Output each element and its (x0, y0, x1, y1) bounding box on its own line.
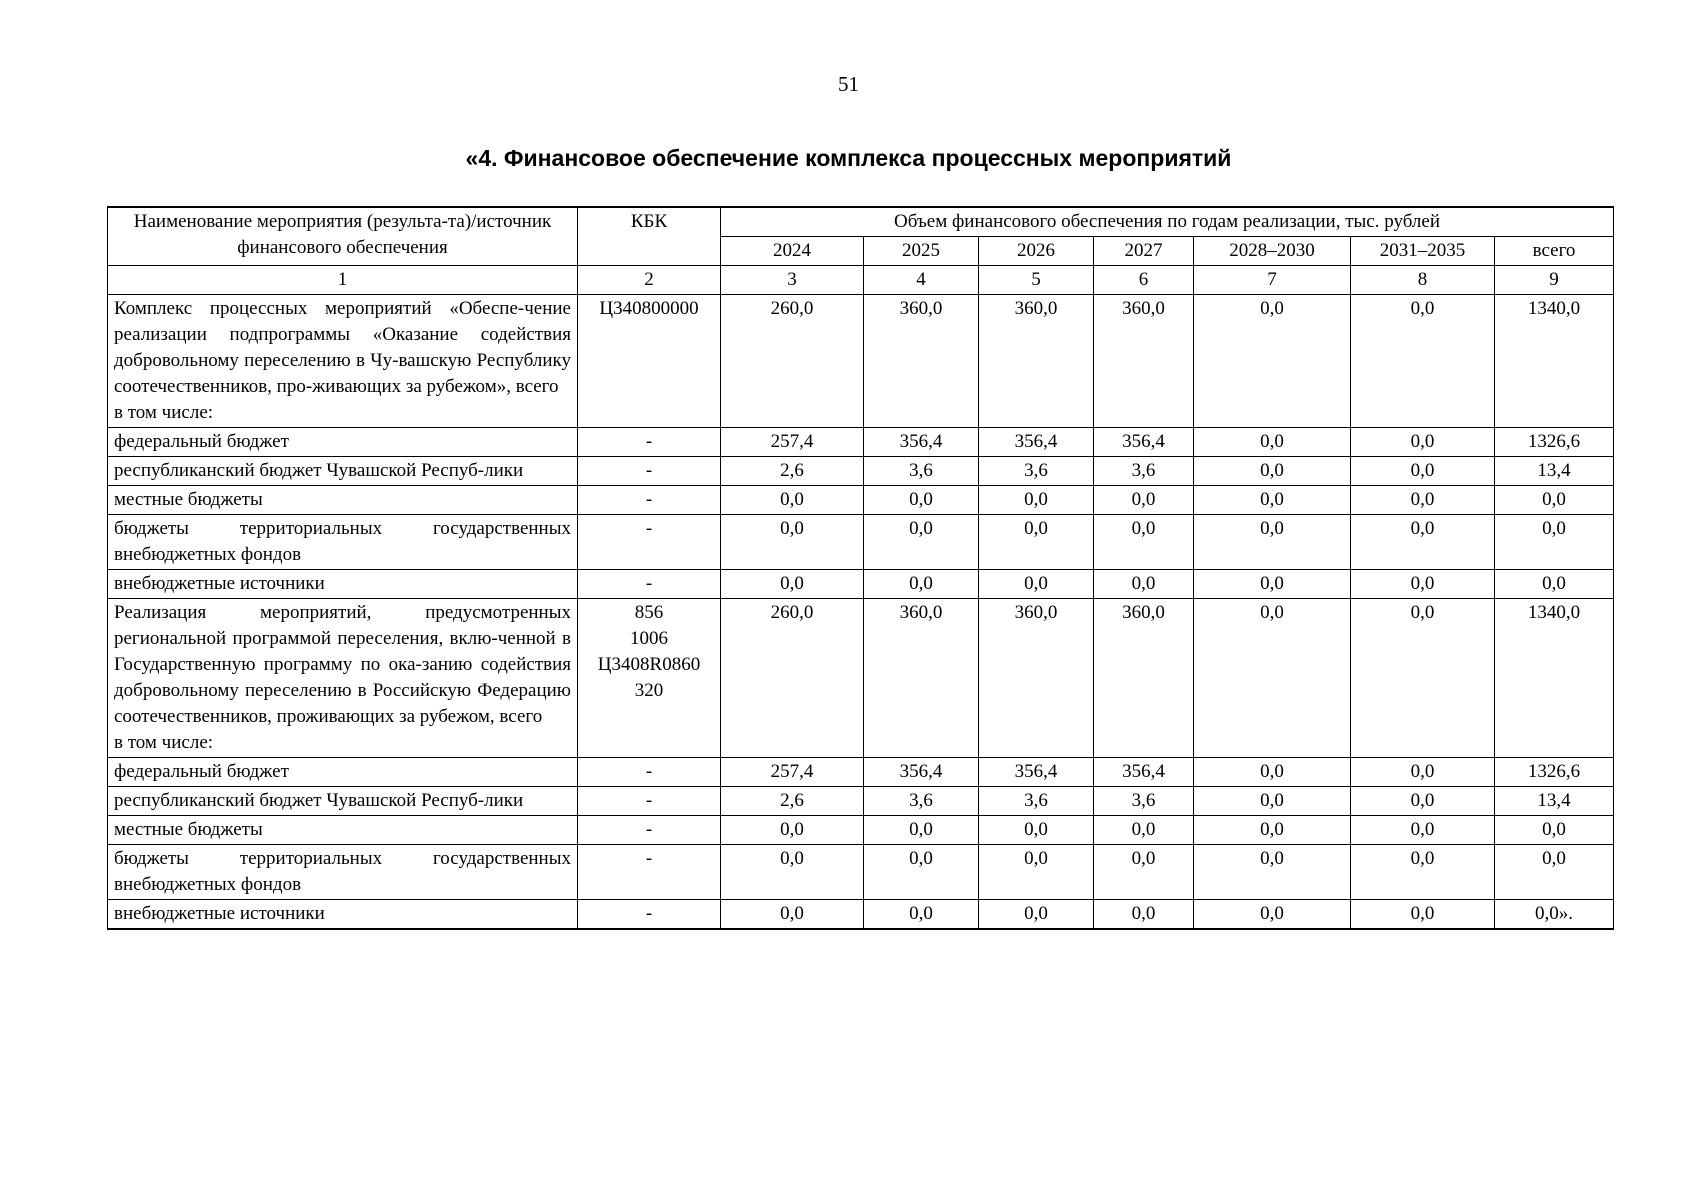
kbk-code-line: - (645, 790, 653, 811)
value-cell: 0,0 (1094, 816, 1194, 845)
total-value-cell: 0,0». (1495, 900, 1614, 930)
value-cell: 3,6 (979, 457, 1094, 486)
column-number-cell: 7 (1194, 266, 1351, 295)
row-name: федеральный бюджет (114, 761, 289, 782)
value-cell: 0,0 (979, 515, 1094, 570)
kbk-code-line: Ц3408R0860 (597, 654, 701, 675)
column-number-cell: 5 (979, 266, 1094, 295)
header-year: 2025 (864, 237, 979, 266)
kbk-code-line: 856 (634, 602, 664, 623)
value-cell: 0,0 (1194, 816, 1351, 845)
value-cell: 0,0 (864, 816, 979, 845)
kbk-cell (578, 486, 721, 515)
value-cell: 0,0 (979, 816, 1094, 845)
row-name: местные бюджеты (114, 819, 263, 840)
value-cell: 0,0 (1194, 570, 1351, 599)
header-kbk-column: КБК (578, 207, 721, 266)
total-value-cell: 0,0 (1495, 515, 1614, 570)
value-cell: 0,0 (1351, 515, 1495, 570)
table-row (108, 486, 1614, 515)
table-row (108, 758, 1614, 787)
kbk-code-line: Ц340800000 (599, 298, 699, 319)
value-cell: 0,0 (1194, 295, 1351, 428)
value-cell: 257,4 (721, 758, 864, 787)
table-row (108, 816, 1614, 845)
value-cell: 0,0 (1094, 515, 1194, 570)
row-name-cell (108, 570, 578, 599)
value-cell: 0,0 (1094, 570, 1194, 599)
value-cell: 360,0 (1094, 599, 1194, 758)
value-cell: 0,0 (721, 845, 864, 900)
value-cell: 257,4 (721, 428, 864, 457)
value-cell: 0,0 (1194, 515, 1351, 570)
row-name-cell (108, 457, 578, 486)
row-name: республиканский бюджет Чувашской Респуб-лики (114, 460, 524, 481)
kbk-code-line: - (645, 819, 653, 840)
value-cell: 356,4 (979, 758, 1094, 787)
row-name: республиканский бюджет Чувашской Респуб-лики (114, 790, 524, 811)
value-cell: 0,0 (979, 486, 1094, 515)
kbk-code-line: 1006 (630, 628, 668, 649)
value-cell: 0,0 (864, 570, 979, 599)
header-year: 2024 (721, 237, 864, 266)
header-total: всего (1495, 237, 1614, 266)
row-name: внебюджетные источники (114, 573, 325, 594)
total-value-cell: 13,4 (1495, 787, 1614, 816)
row-name: бюджеты территориальных государственных внебюджетных фондов (114, 518, 571, 565)
value-cell: 360,0 (864, 599, 979, 758)
value-cell: 0,0 (864, 845, 979, 900)
value-cell: 0,0 (1351, 787, 1495, 816)
row-name-sub: в том числе: (114, 402, 214, 423)
total-value-cell: 1340,0 (1495, 295, 1614, 428)
row-name: Реализация мероприятий, предусмотренных региональной программой переселения, вклю-ченной в Государственную программу по ока-занию содействия добровольному переселению в Российскую Федерацию соотечественников, проживающих за рубежом, всего (114, 602, 571, 727)
value-cell: 0,0 (1351, 900, 1495, 930)
row-name-cell (108, 599, 578, 758)
row-name: местные бюджеты (114, 489, 263, 510)
kbk-cell (578, 758, 721, 787)
header-year: 2031–2035 (1351, 237, 1495, 266)
value-cell: 0,0 (1351, 845, 1495, 900)
kbk-cell (578, 599, 721, 758)
kbk-code-line: - (645, 848, 653, 869)
row-name-cell (108, 295, 578, 428)
value-cell: 356,4 (979, 428, 1094, 457)
value-cell: 2,6 (721, 457, 864, 486)
column-number-cell: 9 (1495, 266, 1614, 295)
value-cell: 0,0 (1351, 295, 1495, 428)
value-cell: 0,0 (1194, 787, 1351, 816)
row-name: Комплекс процессных мероприятий «Обеспе-чение реализации подпрограммы «Оказание содействия добровольному переселению в Чу-вашскую Республику соотечественников, про-живающих за рубежом», всего (114, 298, 571, 397)
value-cell: 0,0 (979, 570, 1094, 599)
value-cell: 0,0 (1094, 486, 1194, 515)
total-value-cell: 0,0 (1495, 845, 1614, 900)
value-cell: 0,0 (721, 816, 864, 845)
table-row (108, 787, 1614, 816)
table-row (108, 570, 1614, 599)
value-cell: 0,0 (1094, 845, 1194, 900)
kbk-code-line: - (645, 518, 653, 539)
header-year: 2026 (979, 237, 1094, 266)
kbk-cell (578, 845, 721, 900)
table-row (108, 428, 1614, 457)
value-cell: 0,0 (864, 515, 979, 570)
header-name-column: Наименование мероприятия (результа-та)/источник финансового обеспечения (108, 207, 578, 266)
kbk-cell (578, 515, 721, 570)
row-name-sub: в том числе: (114, 732, 214, 753)
row-name: бюджеты территориальных государственных внебюджетных фондов (114, 848, 571, 895)
table-row (108, 515, 1614, 570)
column-number-cell: 1 (108, 266, 578, 295)
kbk-cell (578, 428, 721, 457)
row-name: федеральный бюджет (114, 431, 289, 452)
value-cell: 0,0 (1194, 599, 1351, 758)
kbk-cell (578, 457, 721, 486)
value-cell: 260,0 (721, 295, 864, 428)
kbk-cell (578, 816, 721, 845)
section-title: «4. Финансовое обеспечение комплекса процессных мероприятий (465, 145, 1232, 171)
value-cell: 0,0 (1351, 816, 1495, 845)
value-cell: 0,0 (721, 570, 864, 599)
column-number-cell: 4 (864, 266, 979, 295)
row-name-cell (108, 515, 578, 570)
total-value-cell: 1326,6 (1495, 758, 1614, 787)
column-number-cell: 2 (578, 266, 721, 295)
value-cell: 0,0 (1194, 486, 1351, 515)
value-cell: 356,4 (1094, 758, 1194, 787)
kbk-code-line: - (645, 431, 653, 452)
kbk-code-line: - (645, 489, 653, 510)
value-cell: 360,0 (979, 599, 1094, 758)
column-numbers-row (108, 266, 1614, 295)
row-name-cell (108, 816, 578, 845)
total-value-cell: 13,4 (1495, 457, 1614, 486)
total-value-cell: 1340,0 (1495, 599, 1614, 758)
table-row (108, 295, 1614, 428)
value-cell: 0,0 (1351, 486, 1495, 515)
kbk-code-line: - (645, 903, 653, 924)
table-row (108, 900, 1614, 930)
header-year: 2028–2030 (1194, 237, 1351, 266)
page-number: 51 (838, 72, 859, 96)
value-cell: 0,0 (721, 515, 864, 570)
column-number-cell: 8 (1351, 266, 1495, 295)
table-body (108, 295, 1614, 930)
kbk-cell (578, 570, 721, 599)
table-row (108, 845, 1614, 900)
row-name-cell (108, 787, 578, 816)
row-name-cell (108, 900, 578, 930)
kbk-code-line: - (645, 761, 653, 782)
total-value-cell: 0,0 (1495, 486, 1614, 515)
kbk-cell (578, 295, 721, 428)
value-cell: 3,6 (864, 457, 979, 486)
value-cell: 3,6 (979, 787, 1094, 816)
row-name-cell (108, 486, 578, 515)
row-name-cell (108, 758, 578, 787)
value-cell: 0,0 (721, 900, 864, 930)
kbk-code-line: - (645, 460, 653, 481)
table-row (108, 457, 1614, 486)
kbk-cell (578, 900, 721, 930)
value-cell: 356,4 (864, 428, 979, 457)
value-cell: 0,0 (1351, 758, 1495, 787)
value-cell: 0,0 (864, 900, 979, 930)
value-cell: 3,6 (1094, 457, 1194, 486)
table-row (108, 599, 1614, 758)
total-value-cell: 0,0 (1495, 816, 1614, 845)
value-cell: 360,0 (864, 295, 979, 428)
value-cell: 0,0 (1351, 599, 1495, 758)
kbk-code-line: - (645, 573, 653, 594)
financing-table (107, 206, 1614, 930)
value-cell: 356,4 (1094, 428, 1194, 457)
value-cell: 0,0 (979, 845, 1094, 900)
row-name: внебюджетные источники (114, 903, 325, 924)
header-year: 2027 (1094, 237, 1194, 266)
value-cell: 360,0 (1094, 295, 1194, 428)
column-number-cell: 6 (1094, 266, 1194, 295)
total-value-cell: 1326,6 (1495, 428, 1614, 457)
value-cell: 0,0 (1351, 570, 1495, 599)
value-cell: 2,6 (721, 787, 864, 816)
kbk-code-line: 320 (634, 680, 664, 701)
value-cell: 0,0 (1194, 758, 1351, 787)
value-cell: 356,4 (864, 758, 979, 787)
value-cell: 260,0 (721, 599, 864, 758)
value-cell: 0,0 (1351, 457, 1495, 486)
total-value-cell: 0,0 (1495, 570, 1614, 599)
value-cell: 0,0 (1194, 428, 1351, 457)
value-cell: 3,6 (1094, 787, 1194, 816)
value-cell: 0,0 (1194, 457, 1351, 486)
kbk-cell (578, 787, 721, 816)
row-name-cell (108, 428, 578, 457)
value-cell: 0,0 (979, 900, 1094, 930)
value-cell: 0,0 (1094, 900, 1194, 930)
value-cell: 0,0 (1194, 900, 1351, 930)
value-cell: 0,0 (1194, 845, 1351, 900)
column-number-cell: 3 (721, 266, 864, 295)
value-cell: 3,6 (864, 787, 979, 816)
value-cell: 0,0 (721, 486, 864, 515)
value-cell: 0,0 (864, 486, 979, 515)
header-volume-group: Объем финансового обеспечения по годам реализации, тыс. рублей (721, 207, 1614, 237)
value-cell: 360,0 (979, 295, 1094, 428)
row-name-cell (108, 845, 578, 900)
value-cell: 0,0 (1351, 428, 1495, 457)
